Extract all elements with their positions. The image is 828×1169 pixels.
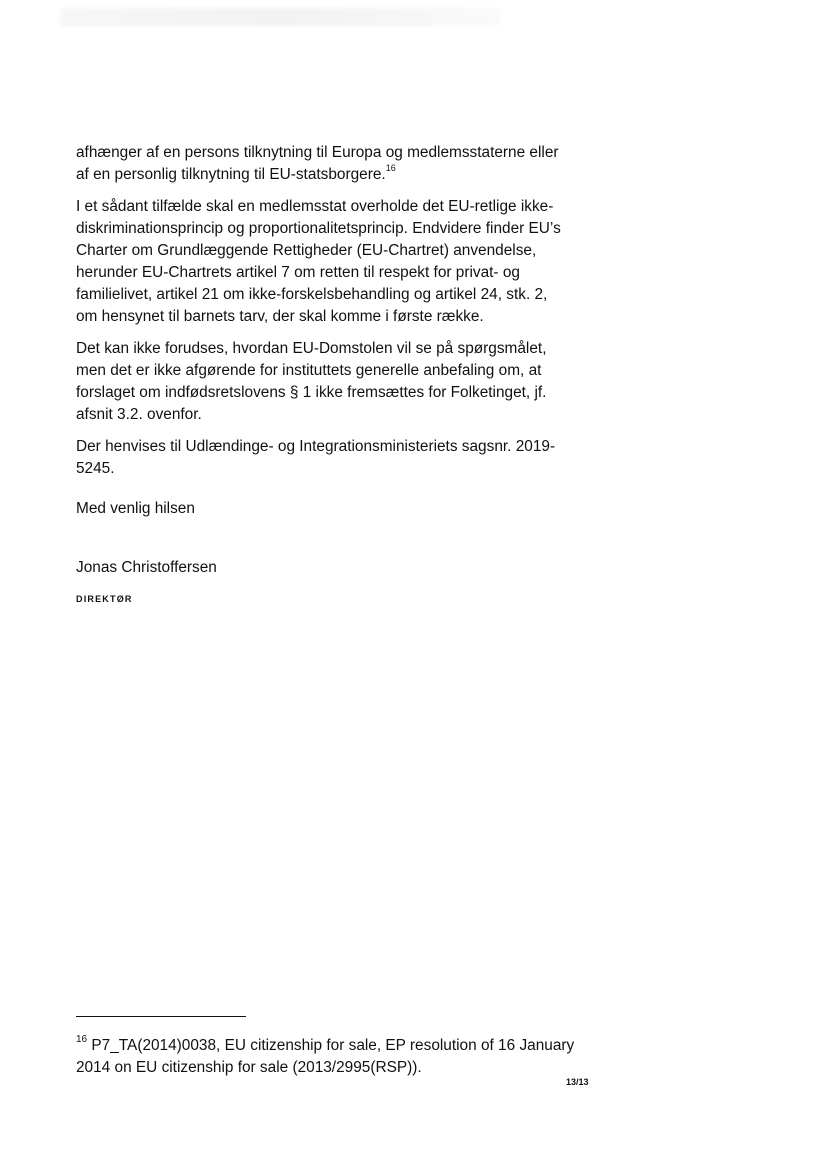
letter-body: [76, 142, 566, 490]
footnote-divider: [76, 1016, 246, 1017]
page-number: 13/13: [566, 1077, 589, 1087]
footnote-text: P7_TA(2014)0038, EU citizenship for sale, EP resolution of 16 January 2014 on EU citizenship for sale (2013/2995(RSP)).: [76, 1037, 575, 1076]
signatory-title: DIREKTØR: [76, 594, 133, 604]
footnote-reference: 16: [385, 162, 396, 173]
paragraph-1: [76, 142, 566, 186]
paragraph-4: Der henvises til Udlændinge- og Integrationsministeriets sagsnr. 2019-5245.: [76, 438, 556, 477]
footnote: [76, 1035, 576, 1079]
signatory-name: Jonas Christoffersen: [76, 559, 217, 576]
paragraph-2: I et sådant tilfælde skal en medlemsstat overholde det EU-retlige ikke-diskriminationsprincip og proportionalitetsprincip. Endvidere finder EU’s Charter om Grundlæggende Rettigheder (EU-Chartret) anvendelse, herunder EU-Chartrets artikel 7 om retten til respekt for privat- og familielivet, artikel 21 om ikke-forskelsbehandling og artikel 24, stk. 2, om hensynet til barnets tarv, der skal komme i første række.: [76, 198, 561, 325]
paragraph-3: Det kan ikke forudses, hvordan EU-Domstolen vil se på spørgsmålet, men det er ikke afgørende for instituttets generelle anbefaling om, at forslaget om indfødsretslovens § 1 ikke fremsættes for Folketinget, jf. afsnit 3.2. ovenfor.: [76, 340, 547, 423]
paragraph-1-text: afhænger af en persons tilknytning til Europa og medlemsstaterne eller af en personlig tilknytning til EU-statsborgere.: [76, 144, 559, 183]
faded-scan-header: [60, 8, 500, 26]
closing-salutation: Med venlig hilsen: [76, 500, 195, 517]
footnote-number: 16: [76, 1033, 88, 1045]
